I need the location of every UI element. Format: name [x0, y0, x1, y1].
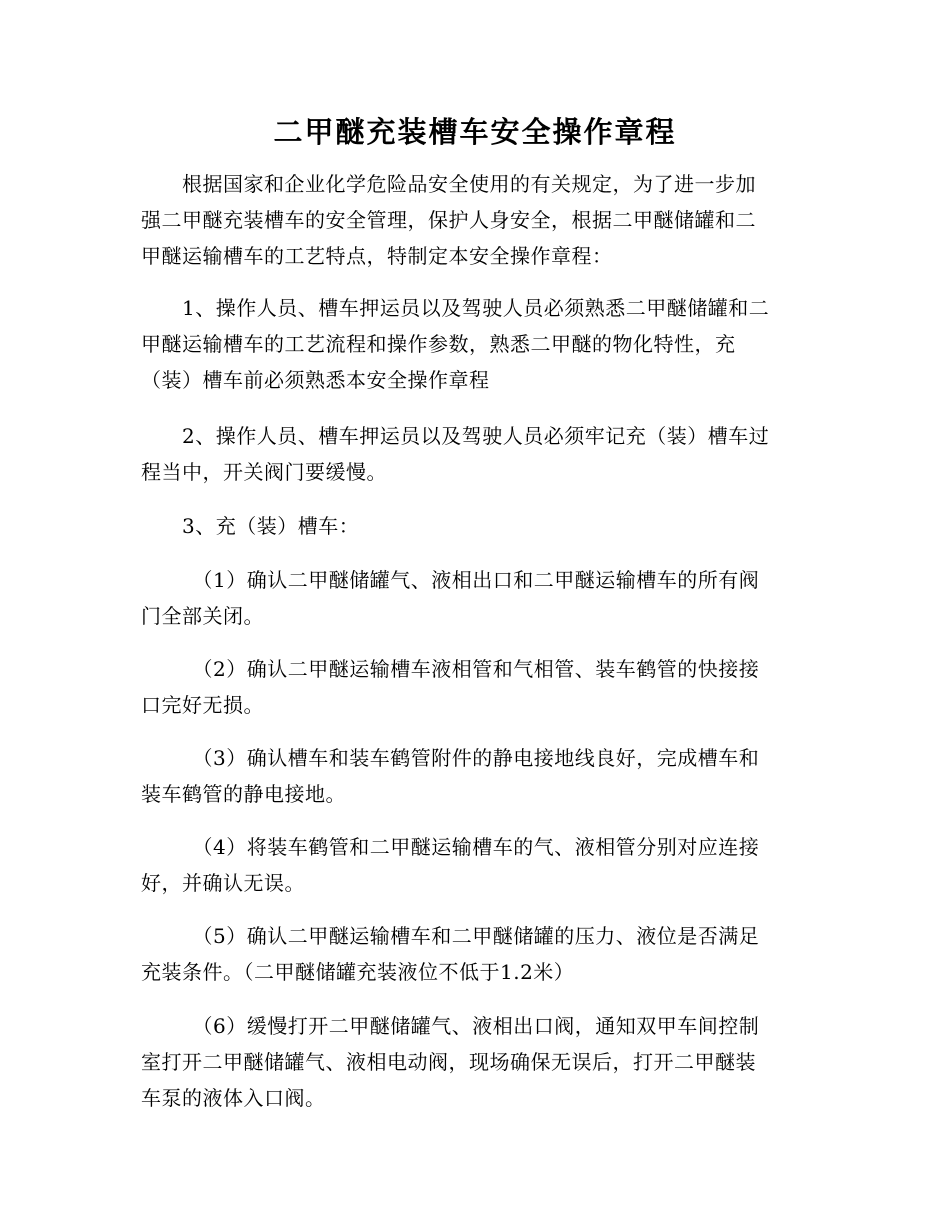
paragraph-line: 程当中，开关阀门要缓慢。: [141, 460, 387, 484]
paragraph-line: 根据国家和企业化学危险品安全使用的有关规定，为了进一步加: [141, 172, 756, 196]
paragraph-line: （装）槽车前必须熟悉本安全操作章程: [141, 368, 490, 392]
paragraph-line: 装车鹤管的静电接地。: [141, 782, 346, 806]
paragraph-line: （5）确认二甲醚运输槽车和二甲醚储罐的压力、液位是否满足: [141, 924, 760, 948]
paragraph-line: 2、操作人员、槽车押运员以及驾驶人员必须牢记充（装）槽车过: [141, 424, 770, 448]
intro-paragraph: [141, 166, 803, 274]
paragraph-line: 门全部关闭。: [141, 604, 264, 628]
step-2-paragraph: [141, 651, 803, 723]
paragraph-line: （4）将装车鹤管和二甲醚运输槽车的气、液相管分别对应连接: [141, 835, 760, 859]
step-5-paragraph: [141, 918, 803, 990]
paragraph-line: 甲醚运输槽车的工艺流程和操作参数，熟悉二甲醚的物化特性，充: [141, 332, 736, 356]
item-3-heading: [141, 508, 803, 544]
paragraph-line: 口完好无损。: [141, 693, 264, 717]
paragraph-line: 室打开二甲醚储罐气、液相电动阀，现场确保无误后，打开二甲醚装: [141, 1050, 756, 1074]
paragraph-line: 好，并确认无误。: [141, 871, 305, 895]
paragraph-line: 1、操作人员、槽车押运员以及驾驶人员必须熟悉二甲醚储罐和二: [141, 296, 770, 320]
step-1-paragraph: [141, 562, 803, 634]
item-2-paragraph: [141, 418, 803, 490]
paragraph-line: （6）缓慢打开二甲醚储罐气、液相出口阀，通知双甲车间控制: [141, 1014, 760, 1038]
step-3-paragraph: [141, 740, 803, 812]
paragraph-line: 3、充（装）槽车：: [141, 514, 360, 538]
step-6-paragraph: [141, 1008, 803, 1116]
paragraph-line: 车泵的液体入口阀。: [141, 1086, 326, 1110]
item-1-paragraph: [141, 290, 803, 398]
paragraph-line: （2）确认二甲醚运输槽车液相管和气相管、装车鹤管的快接接: [141, 657, 760, 681]
paragraph-line: 强二甲醚充装槽车的安全管理，保护人身安全，根据二甲醚储罐和二: [141, 208, 756, 232]
step-4-paragraph: [141, 829, 803, 901]
paragraph-line: （3）确认槽车和装车鹤管附件的静电接地线良好，完成槽车和: [141, 746, 760, 770]
paragraph-line: 充装条件。（二甲醚储罐充装液位不低于1.2米）: [141, 960, 575, 984]
paragraph-line: （1）确认二甲醚储罐气、液相出口和二甲醚运输槽车的所有阀: [141, 568, 760, 592]
document-title: 二甲醚充装槽车安全操作章程: [273, 115, 677, 149]
paragraph-line: 甲醚运输槽车的工艺特点，特制定本安全操作章程：: [141, 244, 613, 268]
